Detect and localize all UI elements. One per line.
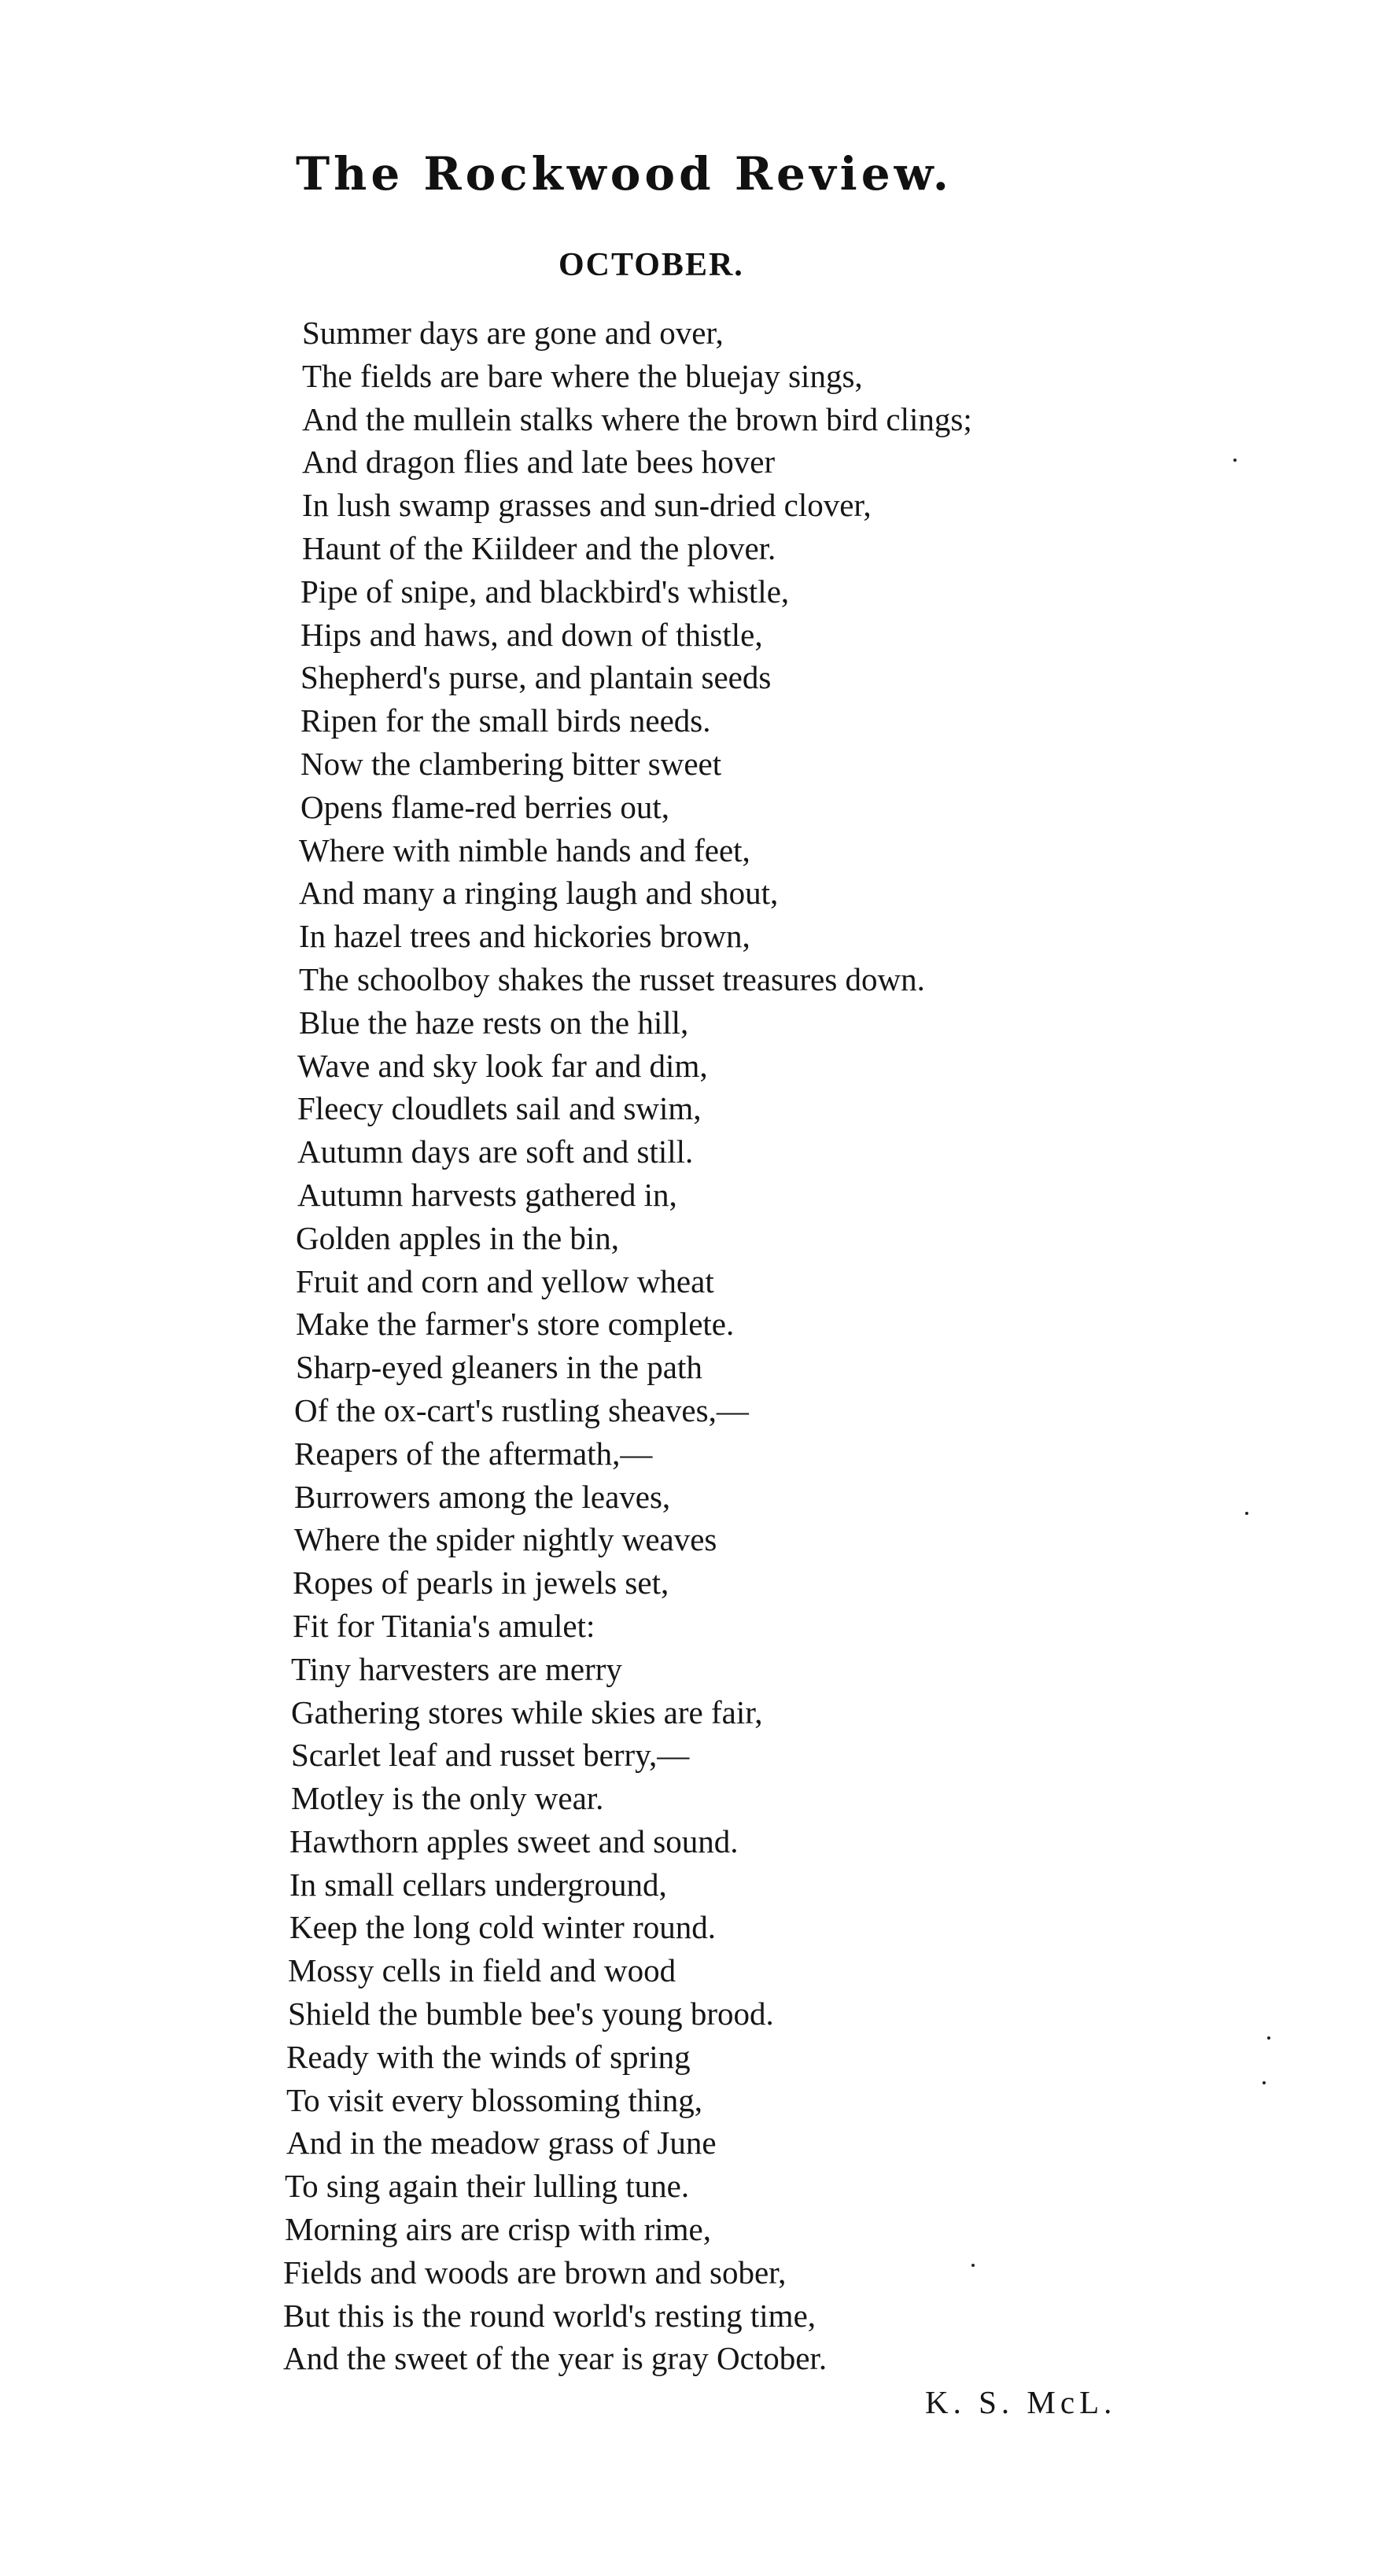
poem-line: Burrowers among the leaves, xyxy=(294,1478,671,1515)
poem-line: Autumn harvests gathered in, xyxy=(297,1176,677,1213)
poem-line: Gathering stores while skies are fair, xyxy=(291,1693,763,1730)
poem-line: Reapers of the aftermath,— xyxy=(294,1435,653,1472)
poem-line: And in the meadow grass of June xyxy=(286,2125,717,2161)
poem-line: Of the ox-cart's rustling sheaves,— xyxy=(294,1391,749,1428)
poem-line: The fields are bare where the bluejay sings, xyxy=(302,357,863,394)
masthead: The Rockwood Review. xyxy=(296,147,953,201)
poem-title: OCTOBER. xyxy=(558,247,744,283)
poem-line: Scarlet leaf and russet berry,— xyxy=(291,1737,690,1774)
poem-line: Wave and sky look far and dim, xyxy=(297,1047,708,1084)
poem-line: Morning airs are crisp with rime, xyxy=(285,2211,711,2248)
poem-line: Shepherd's purse, and plantain seeds xyxy=(300,659,772,696)
poem-line: Opens flame-red berries out, xyxy=(300,788,670,825)
poem-line: Summer days are gone and over, xyxy=(302,315,724,351)
poem-line: Now the clambering bitter sweet xyxy=(300,745,722,782)
poem-line: To visit every blossoming thing, xyxy=(286,2081,702,2118)
poem-line: Keep the long cold winter round. xyxy=(289,1909,716,1946)
poem-line: Autumn days are soft and still. xyxy=(297,1133,694,1170)
poem-line: Mossy cells in field and wood xyxy=(288,1952,676,1989)
print-speck xyxy=(1245,1512,1248,1515)
poem-line: Make the farmer's store complete. xyxy=(296,1306,735,1343)
poem-line: Shield the bumble bee's young brood. xyxy=(288,1996,774,2032)
print-speck xyxy=(971,2264,975,2267)
poem-line: Fit for Titania's amulet: xyxy=(293,1607,595,1644)
poem-line: Where the spider nightly weaves xyxy=(294,1521,717,1558)
poem-line: Fruit and corn and yellow wheat xyxy=(296,1262,714,1299)
poem-line: Golden apples in the bin, xyxy=(296,1219,620,1256)
poem-line: Blue the haze rests on the hill, xyxy=(299,1004,689,1041)
poem-line: But this is the round world's resting time, xyxy=(283,2297,816,2334)
poem-line: Tiny harvesters are merry xyxy=(291,1650,622,1687)
poem-line: To sing again their lulling tune. xyxy=(285,2168,690,2205)
print-speck xyxy=(1233,459,1237,462)
poem-line: Sharp-eyed gleaners in the path xyxy=(296,1349,702,1386)
poem-line: Where with nimble hands and feet, xyxy=(299,831,750,868)
poem-line: And the sweet of the year is gray October. xyxy=(283,2340,828,2377)
author-signature: K. S. McL. xyxy=(925,2384,1117,2420)
poem-line: In small cellars underground, xyxy=(289,1866,667,1903)
poem-line: Motley is the only wear. xyxy=(291,1780,604,1817)
poem-line: And the mullein stalks where the brown bird clings; xyxy=(302,400,972,437)
poem-line: Fleecy cloudlets sail and swim, xyxy=(297,1090,702,1127)
poem-line: Pipe of snipe, and blackbird's whistle, xyxy=(300,573,790,610)
poem-line: In hazel trees and hickories brown, xyxy=(299,918,750,955)
print-speck xyxy=(1263,2081,1266,2084)
poem-line: Ready with the winds of spring xyxy=(286,2038,691,2075)
poem-line: And dragon flies and late bees hover xyxy=(302,444,776,481)
poem-line: Ripen for the small birds needs. xyxy=(300,702,711,739)
poem-line: Hawthorn apples sweet and sound. xyxy=(289,1822,739,1859)
print-speck xyxy=(1267,2036,1270,2040)
poem-line: In lush swamp grasses and sun-dried clover, xyxy=(302,487,872,524)
poem-line: The schoolboy shakes the russet treasures down. xyxy=(299,960,925,997)
poem-line: Fields and woods are brown and sober, xyxy=(283,2254,787,2290)
poem-line: Haunt of the Kiildeer and the plover. xyxy=(302,529,776,566)
poem-line: Ropes of pearls in jewels set, xyxy=(293,1564,669,1601)
poem-line: Hips and haws, and down of thistle, xyxy=(300,616,763,653)
poem-line: And many a ringing laugh and shout, xyxy=(299,875,779,912)
poem-body xyxy=(283,311,1188,2380)
